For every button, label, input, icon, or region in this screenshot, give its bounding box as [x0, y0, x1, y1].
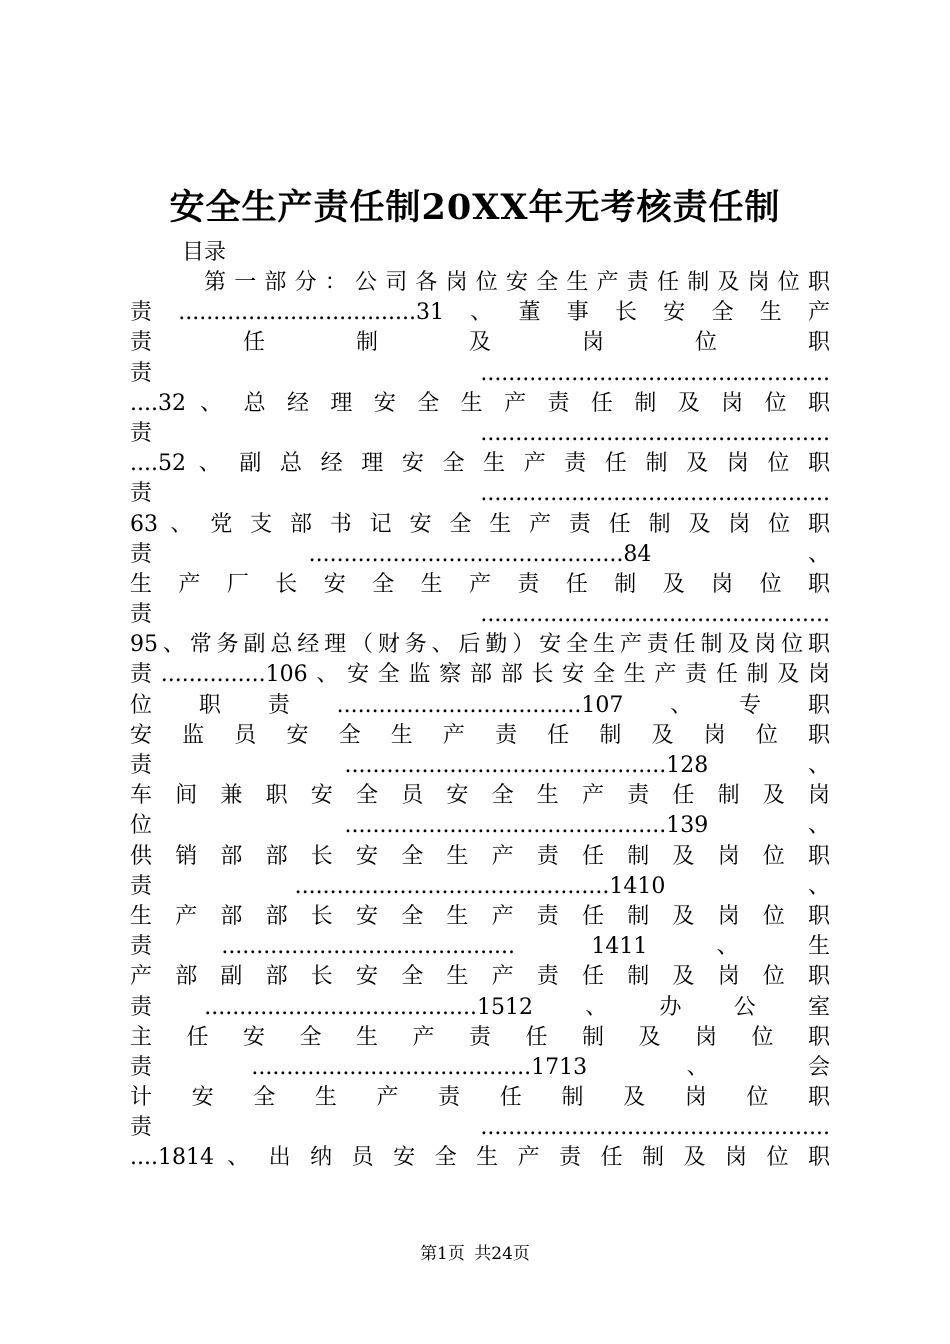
page-footer [0, 1240, 950, 1268]
toc-line: 计 安 全 生 产 责 任 制 及 岗 位 职 [130, 1085, 830, 1111]
toc-line: 责.................................................. [130, 1115, 830, 1141]
toc-line: 车 间 兼 职 安 全 员 安 全 生 产 责 任 制 及 岗 [130, 783, 830, 809]
toc-line: 责..................................31、董事长安全生产 [130, 300, 830, 326]
toc-line: 主 任 安 全 生 产 责 任 制 及 岗 位 职 [130, 1024, 830, 1050]
toc-line: ....52 、 副 总 经 理 安 全 生 产 责 任 制 及 岗 位 职 [130, 451, 830, 477]
page-number: 第1页 [420, 1244, 465, 1264]
toc-line: 位职责...................................107、专职 [130, 692, 830, 718]
toc-line: 安 监 员 安 全 生 产 责 任 制 及 岗 位 职 [130, 722, 830, 748]
toc-line: 责.................................................. [130, 360, 830, 386]
document-title: 安全生产责任制20XX年无考核责任制 [169, 187, 781, 228]
toc-line: 责 任 制 及 岗 位 职 [130, 330, 830, 356]
toc-label: 目录 [182, 240, 227, 265]
toc-line: 生 产 部 部 长 安 全 生 产 责 任 制 及 岗 位 职 [130, 903, 830, 929]
toc-line: 责.................................................. [130, 602, 830, 628]
toc-line: 责 ..............................................128 、 [130, 753, 830, 778]
page-total: 共24页 [474, 1244, 530, 1264]
toc-line: ....1814 、 出 纳 员 安 全 生 产 责 任 制 及 岗 位 职 [130, 1145, 830, 1171]
toc-line: 63 、 党 支 部 书 记 安 全 生 产 责 任 制 及 岗 位 职 [130, 511, 830, 537]
toc-line: 责...............106、安全监察部部长安全生产责任制及岗 [130, 662, 830, 688]
toc-line: 责.............................................84、 [130, 541, 830, 567]
toc-line: ....32 、 总 经 理 安 全 生 产 责 任 制 及 岗 位 职 [130, 390, 830, 416]
toc-line: 供 销 部 部 长 安 全 生 产 责 任 制 及 岗 位 职 [130, 843, 830, 869]
toc-line: 位 ..............................................139 、 [130, 813, 830, 839]
toc-body [130, 268, 830, 1174]
toc-line: 责.................................................. [130, 420, 830, 446]
toc-line: 产 部 副 部 长 安 全 生 产 责 任 制 及 岗 位 职 [130, 964, 830, 990]
toc-line: 生 产 厂 长 安 全 生 产 责 任 制 及 岗 位 职 [130, 571, 830, 597]
toc-line: 责........................................1713、会 [130, 1054, 830, 1080]
toc-line: 第一部分：公司各岗位安全生产责任制及岗位职 [204, 270, 830, 295]
toc-line: 95、常务副总经理（财务、后勤）安全生产责任制及岗位职 [130, 632, 830, 658]
toc-line: 责.................................................. [130, 481, 830, 507]
toc-line: 责.......................................... 1411、生 [130, 934, 830, 960]
toc-line: 责.......................................1512、办公室 [130, 994, 830, 1020]
toc-line: 责.............................................1410、 [130, 873, 830, 899]
